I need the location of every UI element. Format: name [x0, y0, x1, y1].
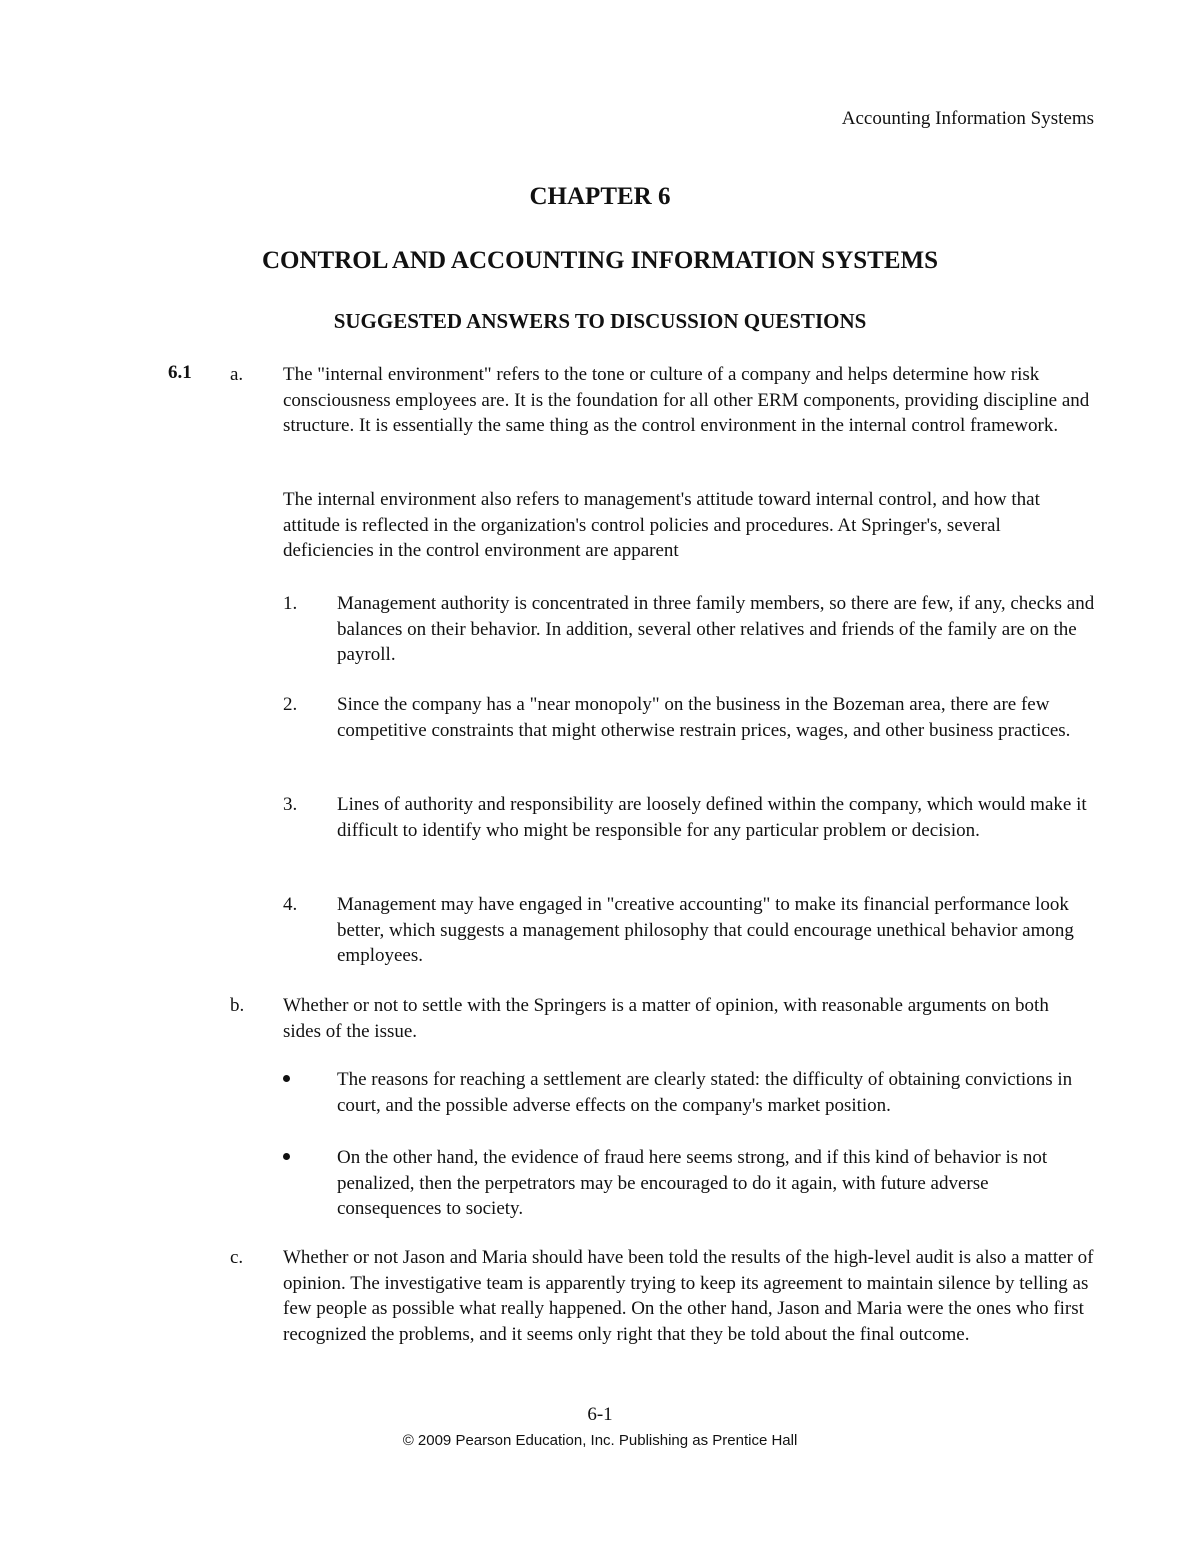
copyright-notice: © 2009 Pearson Education, Inc. Publishing as Prentice Hall — [402, 1432, 798, 1449]
list-item-number: 2. — [283, 694, 298, 715]
chapter-number: CHAPTER 6 — [529, 183, 671, 210]
bullet-icon — [283, 1075, 290, 1082]
part-a-label: a. — [230, 364, 244, 385]
part-a-paragraph-2: The internal environment also refers to management's attitude toward internal control, and how that attitude is reflected in the organization's control policies and procedures. At Springer's, several deficiencies in the control environment are apparent — [283, 489, 1040, 561]
part-c-text: Whether or not Jason and Maria should have been told the results of the high-level audit is also a matter of opinion. The investigative team is apparently trying to keep its agreement to maintain silence by telling as few people as possible what really happened. On the other hand, Jason and Maria were the ones who first recognized the problems, and it seems only right that they be told about the final outcome. — [283, 1247, 1094, 1345]
list-item-text: Management may have engaged in "creative accounting" to make its financial performance look better, which suggests a management philosophy that could encourage unethical behavior among employees. — [337, 894, 1074, 966]
bullet-item-text: On the other hand, the evidence of fraud here seems strong, and if this kind of behavior is not penalized, then the perpetrators may be encouraged to do it again, with future adverse consequences to society. — [337, 1147, 1048, 1219]
bullet-item-text: The reasons for reaching a settlement are clearly stated: the difficulty of obtaining convictions in court, and the possible adverse effects on the company's market position. — [337, 1069, 1073, 1116]
list-item-text: Management authority is concentrated in three family members, so there are few, if any, checks and balances on their behavior. In addition, several other relatives and friends of the family are on the payroll. — [337, 593, 1095, 665]
page-number: 6-1 — [587, 1404, 613, 1425]
question-number: 6.1 — [168, 362, 192, 383]
list-item-text: Lines of authority and responsibility are loosely defined within the company, which would make it difficult to identify who might be responsible for any particular problem or decision. — [337, 794, 1087, 841]
list-item-text: Since the company has a "near monopoly" on the business in the Bozeman area, there are few competitive constraints that might otherwise restrain prices, wages, and other business practices. — [337, 694, 1071, 741]
part-c-label: c. — [230, 1247, 244, 1268]
section-title: SUGGESTED ANSWERS TO DISCUSSION QUESTIONS — [333, 309, 867, 333]
list-item-number: 3. — [283, 794, 298, 815]
part-a-paragraph-1: The "internal environment" refers to the tone or culture of a company and helps determine how risk consciousness employees are. It is the foundation for all other ERM components, providing discipline and structure. It is essentially the same thing as the control environment in the internal control framework. — [283, 364, 1090, 436]
bullet-icon — [283, 1153, 290, 1160]
list-item-number: 1. — [283, 593, 298, 614]
running-head: Accounting Information Systems — [841, 108, 1094, 129]
chapter-title: CONTROL AND ACCOUNTING INFORMATION SYSTEMS — [261, 247, 938, 274]
list-item-number: 4. — [283, 894, 298, 915]
part-b-label: b. — [230, 995, 245, 1016]
part-b-text: Whether or not to settle with the Springers is a matter of opinion, with reasonable arguments on both sides of the issue. — [283, 995, 1049, 1042]
